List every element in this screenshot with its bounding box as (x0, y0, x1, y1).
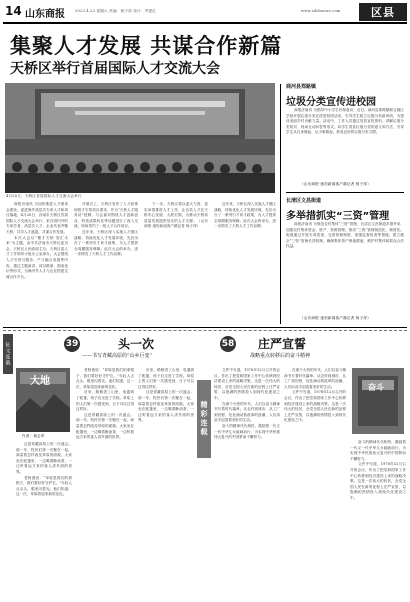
book-title-dadi: 大地 (30, 376, 50, 387)
column-39-subheadline: ——书写青藏高原的“山乡巨变” (82, 353, 153, 359)
lead-paragraph: 近年来，天桥区深入实施人才强区战略，持续优化人才发展环境，先后出台了一系列引才育才政策，为人才提供全周期服务保障。此次大会的举办，进一步擦亮了天桥人才工作品牌。 (74, 229, 138, 257)
column-39-paragraph: 老阿爸说：“草原是我们的命根子，我们要好好守护它。”年轻人点点头，眼里闪着光。他们知道，这一次，草原将迎来新的变化。 (16, 475, 72, 497)
column-badge-58: 58 (220, 336, 236, 352)
page-number: 14 (5, 4, 22, 18)
column-39-body-mid (76, 368, 134, 596)
right-bottom-kicker: 长清区文昌街道 (286, 198, 322, 204)
column-39-paragraph: 后来，路修进了山里，电通到了帐篷，孩子们走进了学校。草原上的人们第一次感受到，日子可以过得这样好。 (76, 390, 134, 412)
column-58-paragraph: 奋斗的精神代代相传，激励着一代又一代中华儿女砥砺前行，为实现中华民族伟大复兴的中国梦而不懈努力。 (214, 423, 280, 440)
right-story-divider (286, 192, 404, 193)
lead-body-col4 (214, 202, 276, 324)
serial-side-label: 征文连载 (4, 342, 11, 366)
book-cover-image (352, 368, 404, 434)
lead-paragraph: 商报济南讯 为加快推进人才强省会建设，促进海外高层次专家人才和项目落地，4月20日，济南市天桥区首届国际人才交流大会举行，来自国内外的专家学者、高层次人才、企业代表齐聚天桥，共享人才盛宴，共谋合作发展。 (6, 202, 68, 234)
book-cover-fendou (352, 368, 404, 434)
column-39-paragraph: 这是青藏高原上的一次盛会。那一年，牧民们第一次聚在一起，商量着怎样改变草原的面貌。大家坐在帐篷里，一边喝着酥油茶，一边听着远方来的客人讲外面的世界。 (138, 390, 194, 423)
column-39-body-left (16, 442, 72, 596)
right-top-headline: 垃圾分类宣传进校园 (286, 97, 376, 108)
book-author-dadi: 作者：杨志军 (22, 434, 45, 438)
column-58-paragraph: 文件中写道，1978年12月召开的会议，作出了把党和国家工作中心转移到经济建设上来的战略决策。这是一次伟大的转折，全党全国人民在新的征程上庄严宣誓，以饱满的热情投入到现代化建设之中。 (284, 390, 346, 423)
lead-subheadline: 天桥区举行首届国际人才交流大会 (10, 61, 220, 77)
right-top-paragraph: 商报济南讯 为倡导中小学生环保意识，近日，商河县郑路镇联合辖区学校开展垃圾分类宣传进校园活动，引导学生树立垃圾分类新风尚，为建设美丽乡村贡献力量。活动中，工作人员通过发放宣传资料、讲解垃圾分类知识、现场互动问答等形式，向学生普及垃圾分类的意义和方法，引导学生从自身做起、从小事做起，养成良好的垃圾分类习惯。 (286, 108, 404, 135)
right-top-kicker: 商河县郑路镇 (286, 84, 317, 90)
header-rule (3, 22, 407, 24)
serial-side-label-box (3, 334, 13, 374)
column-39-paragraph: 老阿爸说：“草原是我们的命根子，我们要好好守护它。”年轻人点点头，眼里闪着光。他们知道，这一次，草原将迎来新的变化。 (76, 368, 134, 389)
column-39-body-right (138, 368, 194, 596)
column-39-headline: 头一次 (118, 337, 155, 351)
book-title-fendou: 奋斗 (368, 383, 384, 392)
page-header (3, 3, 407, 23)
column-58-paragraph: 文件中写道，1978年12月召开的会议，作出了把党和国家工作中心转移到经济建设上来的战略决策。这是一次伟大的转折，全党全国人民在新的征程上庄严宣誓，以饱满的热情投入到现代化建设之中。 (214, 368, 280, 400)
lead-body-col3 (144, 202, 208, 324)
lead-body-col1 (6, 202, 68, 324)
column-39-paragraph: 这是青藏高原上的一次盛会。那一年，牧民们第一次聚在一起，商量着怎样改变草原的面貌。大家坐在帐篷里，一边喝着酥油茶，一边听着远方来的客人讲外面的世界。 (16, 442, 72, 474)
lead-headline: 集聚人才发展 共谋合作新篇 (10, 34, 283, 58)
paper-name: 山东商报 (25, 9, 65, 20)
section-tag-box (359, 3, 407, 21)
serial-center-label (197, 380, 211, 458)
lead-paragraph: 开幕式上，天桥区发布了人才政策和招才引智项目需求，并为“天桥人才服务站”授牌。与会嘉宾围绕人才创新创业、科技成果转化等话题进行了深入交流，现场签约了一批人才合作项目。 (74, 202, 138, 229)
column-divider (280, 84, 281, 324)
column-58-body-mid (284, 368, 346, 596)
right-bottom-paragraph: 商报济南讯 为规范农村集体“三资”管理，长清区文昌街道多措并举，加强农村集体资金、资产、资源管理，推动“三资”管理规范化、制度化。街道通过开展专项清查、完善管理制度、加强监督检查等措施，建立健全“三资”管理长效机制，确保集体资产保值增值，维护村集体和群众合法权益。 (286, 222, 404, 249)
serial-center-label-text: 精彩连载 (200, 401, 208, 437)
column-58-headline: 庄严宣誓 (258, 337, 307, 351)
column-58-subheadline: 战略重点转移后的奋斗精神 (250, 353, 311, 359)
lead-paragraph: 近年来，天桥区深入实施人才强区战略，持续优化人才发展环境，先后出台了一系列引才育才政策，为人才提供全周期服务保障。此次大会的举办，进一步擦亮了天桥人才工作品牌。 (214, 202, 276, 229)
section-dashed-rule (3, 330, 407, 331)
lead-paragraph: 本次大会以“聚才天桥·智汇未来”为主题，由中共济南市天桥区委员会、天桥区人民政府主办，天桥区委人才工作领导小组办公室承办。大会围绕人才引进与服务、产才融合发展等内容，通过主题演讲、项目路演、圆桌论坛等形式，为海内外人才与企业搭建交流合作平台。 (6, 235, 68, 279)
column-58-paragraph: 在那个火热的年代，人们以奋斗精神书写着时代篇章。从农村到城市，从工厂到田野，处处涌动着改革的浪潮，人们用双手创造着美好的生活。 (214, 401, 280, 423)
right-top-credit: （山东商报·速豹新闻客户端记者 杨子萍） (300, 182, 371, 186)
book-cover-dadi (16, 368, 70, 432)
column-58-paragraph: 文件中写道，1978年12月召开的会议，作出了把党和国家工作中心转移到经济建设上来的战略决策。这是一次伟大的转折，全党全国人民在新的征程上庄严宣誓，以饱满的热情投入到现代化建设之中。 (350, 462, 406, 500)
lead-paragraph: 下一步，天桥区将以更大力度、更实举措推进人才工作，让各类人才在天桥安心发展、大展宏图，为推动天桥高质量发展提供坚实的人才支撑。（山东商报·速豹新闻客户端记者 杨子萍） (144, 202, 208, 229)
column-58-paragraph: 奋斗的精神代代相传，激励着一代又一代中华儿女砥砺前行，为实现中华民族伟大复兴的中国梦而不懈努力。 (350, 440, 406, 461)
column-58-body-right (350, 440, 406, 596)
lead-body-col2 (74, 202, 138, 324)
column-39-paragraph: 这是青藏高原上的一次盛会。那一年，牧民们第一次聚在一起，商量着怎样改变草原的面貌。大家坐在帐篷里，一边喝着酥油茶，一边听着远方来的客人讲外面的世界。 (76, 412, 134, 440)
section-tag: 区县 (371, 6, 395, 19)
column-58-paragraph: 在那个火热的年代，人们以奋斗精神书写着时代篇章。从农村到城市，从工厂到田野，处处涌动着改革的浪潮，人们用双手创造着美好的生活。 (284, 368, 346, 389)
conference-stage-image (5, 83, 275, 193)
right-bottom-credit: （山东商报·速豹新闻客户端记者 杨子萍） (300, 316, 371, 320)
right-top-body (286, 108, 404, 180)
column-58-body-left (214, 368, 280, 596)
lead-photo (5, 83, 275, 193)
right-bottom-headline: 多举措抓实“三资”管理 (286, 211, 390, 222)
lead-photo-caption: 4月20日，天桥区首届国际人才交流大会举行 (6, 194, 82, 198)
section-rule (3, 327, 407, 328)
right-bottom-body (286, 222, 404, 314)
website-url: www.sdsbnews.com (301, 9, 341, 13)
issue-meta: 2023.4.22 星期六 责编：杨子萍 设计：齐建红 (75, 9, 157, 13)
column-39-paragraph: 后来，路修进了山里，电通到了帐篷，孩子们走进了学校。草原上的人们第一次感受到，日子可以过得这样好。 (138, 368, 194, 389)
column-badge-39: 39 (64, 336, 80, 352)
